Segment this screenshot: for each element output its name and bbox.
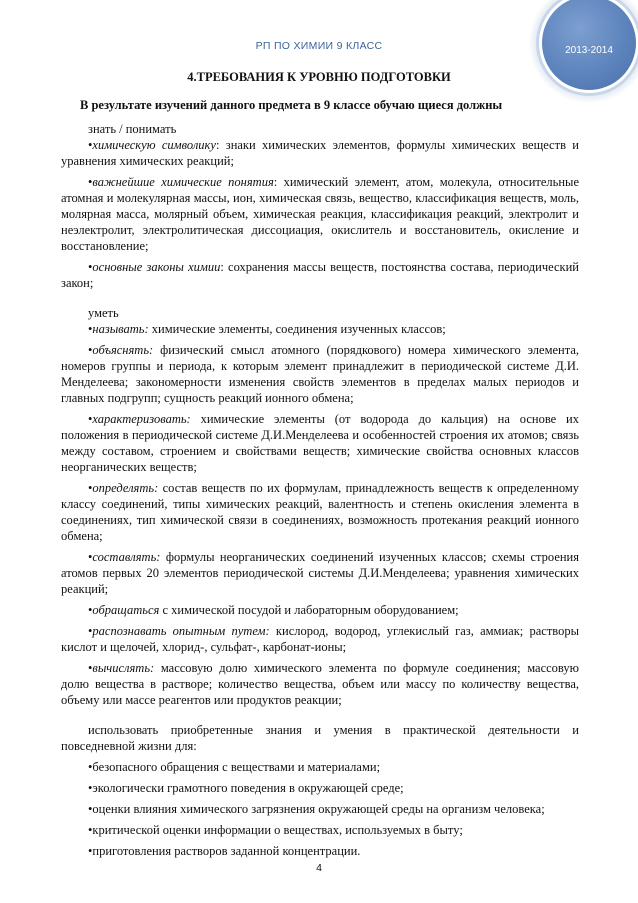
can-item: [61, 342, 579, 406]
usage-item: [61, 801, 579, 817]
can-item: [61, 411, 579, 475]
can-item: [61, 549, 579, 597]
bullet-icon: •: [88, 343, 93, 357]
can-item: [61, 602, 579, 618]
item-term: важнейшие химические понятия: [92, 175, 274, 189]
item-term: вычислять:: [92, 661, 155, 675]
item-term: составлять:: [92, 550, 161, 564]
item-text: с химической посудой и лабораторным оборудованием;: [159, 603, 459, 617]
item-text: формулы неорганических соединений изученных классов; схемы строения атомов первых 20 элементов периодической системы Д.И.Менделеева; уравнения химических реакций;: [61, 550, 579, 596]
know-item: [61, 259, 579, 291]
know-item: [61, 174, 579, 254]
item-term: определять:: [92, 481, 159, 495]
can-item: [61, 660, 579, 708]
item-term: химическую символику: [92, 138, 216, 152]
bullet-icon: •: [88, 661, 93, 675]
usage-list: [61, 759, 579, 859]
usage-item: [61, 759, 579, 775]
bullet-icon: •: [88, 481, 93, 495]
can-item: [61, 480, 579, 544]
usage-item-text: оценки влияния химического загрязнения окружающей среды на организм человека;: [92, 802, 545, 816]
usage-item-text: безопасного обращения с веществами и материалами;: [92, 760, 381, 774]
item-text: физический смысл атомного (порядкового) номера химического элемента, номеров группы и периода, к которым элемент принадлежит в периодической системе Д.И. Менделеева; закономерности изменения свойств элементов в пределах малых периодов и главных подгрупп; сущность реакций ионного обмена;: [61, 343, 579, 405]
bullet-icon: •: [88, 823, 93, 837]
usage-item-text: приготовления растворов заданной концентрации.: [92, 844, 361, 858]
usage-item-text: критической оценки информации о веществах, используемых в быту;: [92, 823, 463, 837]
item-text: массовую долю химического элемента по формуле соединения; массовую долю вещества в растворе; количество вещества, объем или массу по количеству вещества, объему или массе реагентов или продуктов реакции;: [61, 661, 579, 707]
item-text: : сохранения массы веществ, постоянства состава, периодический закон;: [61, 260, 579, 290]
know-heading: знать / понимать: [88, 122, 177, 136]
item-term: основные законы химии: [92, 260, 221, 274]
usage-item-text: экологически грамотного поведения в окружающей среде;: [92, 781, 404, 795]
can-item: [61, 623, 579, 655]
know-list: [61, 137, 579, 291]
usage-item: [61, 822, 579, 838]
item-term: объяснять:: [92, 343, 154, 357]
can-heading: уметь: [88, 306, 119, 320]
know-item: [61, 137, 579, 169]
can-item: [61, 321, 579, 337]
bullet-icon: •: [88, 844, 93, 858]
badge-year-text: 2013-2014: [565, 45, 613, 56]
bullet-icon: •: [88, 624, 93, 638]
can-list: [61, 321, 579, 708]
item-term: распознавать опытным путем:: [92, 624, 270, 638]
usage-item: [61, 843, 579, 859]
bullet-icon: •: [88, 322, 93, 336]
bullet-icon: •: [88, 802, 93, 816]
section-title: 4.ТРЕБОВАНИЯ К УРОВНЮ ПОДГОТОВКИ: [187, 70, 451, 84]
usage-heading: использовать приобретенные знания и умения в практической деятельности и повседневной жизни для:: [61, 723, 579, 753]
page-number: 4: [316, 862, 322, 874]
item-text: : химический элемент, атом, молекула, относительные атомная и молекулярная массы, ион, химическая связь, вещество, классификация веществ, моль, молярная масса, молярный объем, химическая реакция, классификация реакций, электролит и неэлектролит, электролитическая диссоциация, окислитель и восстановитель, окисление и восстановление;: [61, 175, 579, 253]
document-body: [61, 121, 579, 859]
usage-item: [61, 780, 579, 796]
item-term: обращаться: [92, 603, 160, 617]
bullet-icon: •: [88, 138, 93, 152]
year-badge: [528, 0, 638, 104]
bullet-icon: •: [88, 781, 93, 795]
item-term: называть:: [92, 322, 149, 336]
bullet-icon: •: [88, 175, 93, 189]
item-text: химические элементы (от водорода до кальция) на основе их положения в периодической системе Д.И.Менделеева и особенностей строения их атомов; связь между составом, строением и свойствами веществ; химические свойства основных классов неорганических веществ;: [61, 412, 579, 474]
bullet-icon: •: [88, 760, 93, 774]
item-text: химические элементы, соединения изученных классов;: [148, 322, 446, 336]
item-term: характеризовать:: [92, 412, 191, 426]
running-header: РП ПО ХИМИИ 9 КЛАСС: [255, 40, 383, 52]
item-text: : знаки химических элементов, формулы химических веществ и уравнения химических реакций;: [61, 138, 580, 168]
item-text: кислород, водород, углекислый газ, аммиак; растворы кислот и щелочей, хлорид-, сульфат-, карбонат-ионы;: [61, 624, 579, 654]
bullet-icon: •: [88, 603, 93, 617]
bullet-icon: •: [88, 412, 93, 426]
item-text: состав веществ по их формулам, принадлежность веществ к определенному классу соединений, типы химических реакций, валентность и степень окисления элемента в соединениях, тип химической связи в соединениях, возможность протекания реакций ионного обмена;: [61, 481, 579, 543]
bullet-icon: •: [88, 260, 93, 274]
bullet-icon: •: [88, 550, 93, 564]
intro-sentence: В результате изучений данного предмета в 9 классе обучаю щиеся должны: [80, 98, 503, 112]
